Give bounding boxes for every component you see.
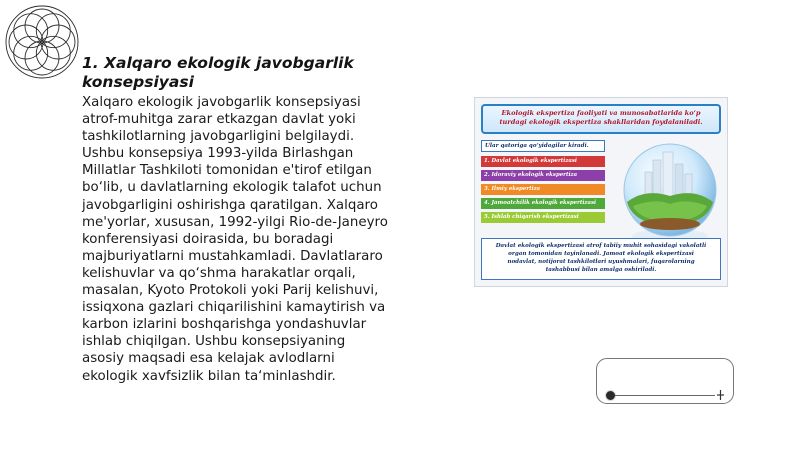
body-line: bo‘lib, u davlatlarning ekologik talafot uchun — [82, 180, 382, 196]
body-line: Xalqaro ekologik javobgarlik konsepsiyasi — [82, 95, 361, 110]
footnote-line: tashabbusi bilan amalga oshiriladi. — [545, 267, 657, 273]
slide-title — [82, 54, 412, 92]
banner-line: Ekologik ekspertiza faoliyati va munosabatlarida ko‘p — [501, 109, 701, 117]
body-line: asosiy maqsadi esa kelajak avlodlarni — [82, 351, 335, 367]
body-line: Ushbu konsepsiya 1993-yilda Birlashgan — [82, 146, 354, 162]
picture-bar-4: 4. Jamoatchilik ekologik ekspertizasi — [481, 198, 605, 209]
picture-bar-5: 5. Ishlab chiqarish ekspertizasi — [481, 212, 605, 223]
picture-bar-1: 1. Davlat ekologik ekspertizasi — [481, 156, 605, 167]
body-line: masalan, Kyoto Protokoli yoki Parij kelishuvi, — [82, 283, 379, 299]
body-line: kelishuvlar va qo‘shma harakatlar orqali, — [82, 265, 356, 281]
body-line: ekologik xavfsizlik bilan ta‘minlashdir. — [82, 368, 336, 384]
body-line: issiqxona gazlari chiqarilishini kamaytirish va — [82, 300, 386, 316]
picture-subheading: Ular qatoriga qo‘yidagilar kiradi. — [481, 140, 605, 152]
body-line: karbon izlarini boshqarishga yondashuvlar — [82, 317, 367, 333]
banner-line: turdagi ekologik ekspertiza shakllaridan foydalaniladi. — [499, 118, 703, 126]
body-line: ishlab chiqilgan. Ushbu konsepsiyaning — [82, 334, 346, 350]
eco-expertise-picture — [474, 97, 728, 287]
body-line: atrof-muhitga zarar etkazgan davlat yoki — [82, 112, 356, 128]
spirograph-logo-icon — [4, 4, 80, 80]
body-line: majburiyatlarni mustahkamladi. Davlatlararo — [82, 248, 383, 264]
body-line: Millatlar Tashkiloti tomonidan e'tirof etilgan — [82, 163, 372, 179]
body-line: konferensiyasi doirasida, bu boradagi — [82, 231, 334, 247]
body-line: javobgarligini oshirishga qaratilgan. Xalqaro — [82, 197, 378, 213]
eco-globe-illustration — [615, 138, 725, 248]
footnote-line: organ tomonidan tayinlanadi. Jamoat ekologik ekspertizasi — [508, 251, 694, 257]
body-paragraph — [82, 94, 427, 385]
footnote-line: Davlat ekologik ekspertizasi atrof tabiiy muhit sohasidagi vakolatli — [495, 243, 707, 249]
title-line: 1. Xalqaro ekologik javobgarlik — [82, 54, 354, 72]
footnote-line: nodavlat, notijorat tashkilotlari uyushmalari, fuqarolarning — [507, 259, 695, 265]
body-line: me'yorlar, xususan, 1992-yilgi Rio-de-Janeyro — [82, 214, 388, 230]
body-line: tashkilotlarning javobgarligini belgilaydi. — [82, 129, 355, 145]
volume-icon[interactable] — [716, 390, 725, 400]
media-player[interactable] — [596, 358, 734, 404]
seek-bar[interactable] — [615, 395, 715, 396]
picture-footnote — [481, 238, 721, 280]
picture-banner — [481, 104, 721, 134]
picture-bar-3: 3. Ilmiy ekspertiza — [481, 184, 605, 195]
title-line: konsepsiyasi — [82, 73, 194, 91]
picture-bar-2: 2. Idoraviy ekologik ekspertiza — [481, 170, 605, 181]
